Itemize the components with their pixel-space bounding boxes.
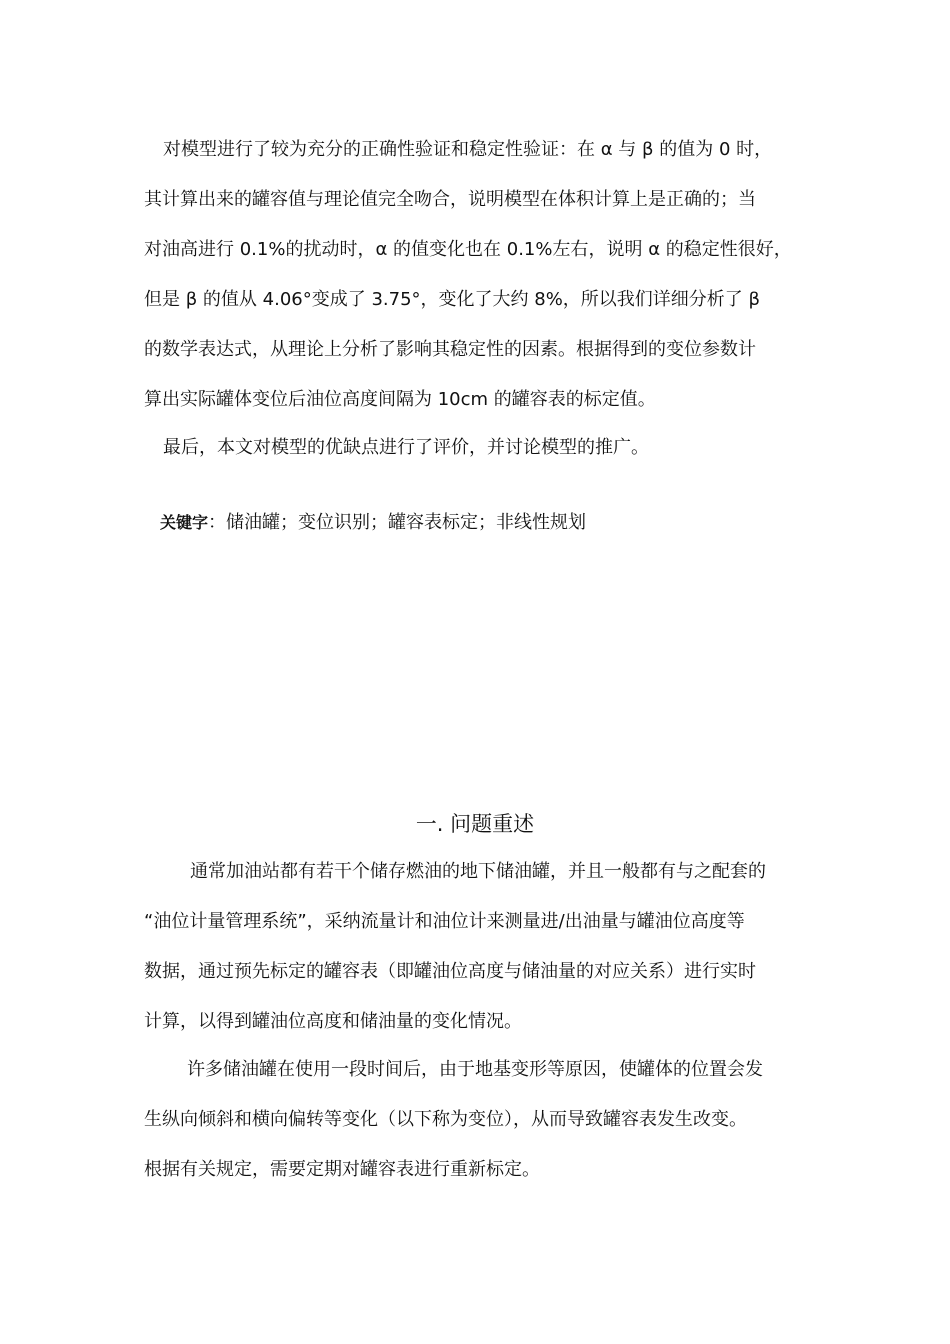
abstract-line-7: 最后，本文对模型的优缺点进行了评价，并讨论模型的推广。 — [163, 437, 649, 458]
section-line-5: 许多储油罐在使用一段时间后，由于地基变形等原因，使罐体的位置会发 — [187, 1059, 763, 1080]
section-line-2: “油位计量管理系统”，采纳流量计和油位计来测量进/出油量与罐油位高度等 — [144, 911, 745, 932]
section-line-6: 生纵向倾斜和横向偏转等变化（以下称为变位），从而导致罐容表发生改变。 — [144, 1109, 747, 1130]
abstract-line-2: 其计算出来的罐容值与理论值完全吻合，说明模型在体积计算上是正确的；当 — [144, 189, 756, 210]
keywords-line — [160, 511, 586, 535]
section-line-1: 通常加油站都有若干个储存燃油的地下储油罐，并且一般都有与之配套的 — [190, 861, 766, 882]
keywords-separator: ： — [208, 512, 227, 533]
section-heading: 一. 问题重述 — [415, 812, 535, 836]
section-line-3: 数据，通过预先标定的罐容表（即罐油位高度与储油量的对应关系）进行实时 — [144, 961, 756, 982]
section-line-7: 根据有关规定，需要定期对罐容表进行重新标定。 — [144, 1159, 540, 1180]
abstract-line-6: 算出实际罐体变位后油位高度间隔为 10cm 的罐容表的标定值。 — [144, 389, 656, 410]
keywords-label: 关键字 — [160, 513, 209, 532]
abstract-line-1: 对模型进行了较为充分的正确性验证和稳定性验证：在 α 与 β 的值为 0 时， — [163, 139, 773, 160]
abstract-line-3: 对油高进行 0.1%的扰动时，α 的值变化也在 0.1%左右，说明 α 的稳定性很好， — [144, 239, 792, 260]
abstract-line-4: 但是 β 的值从 4.06°变成了 3.75°，变化了大约 8%，所以我们详细分析了 β — [144, 289, 761, 310]
abstract-line-5: 的数学表达式，从理论上分析了影响其稳定性的因素。根据得到的变位参数计 — [144, 339, 756, 360]
section-line-4: 计算，以得到罐油位高度和储油量的变化情况。 — [144, 1011, 522, 1032]
keywords-text: 储油罐；变位识别；罐容表标定；非线性规划 — [226, 512, 587, 533]
